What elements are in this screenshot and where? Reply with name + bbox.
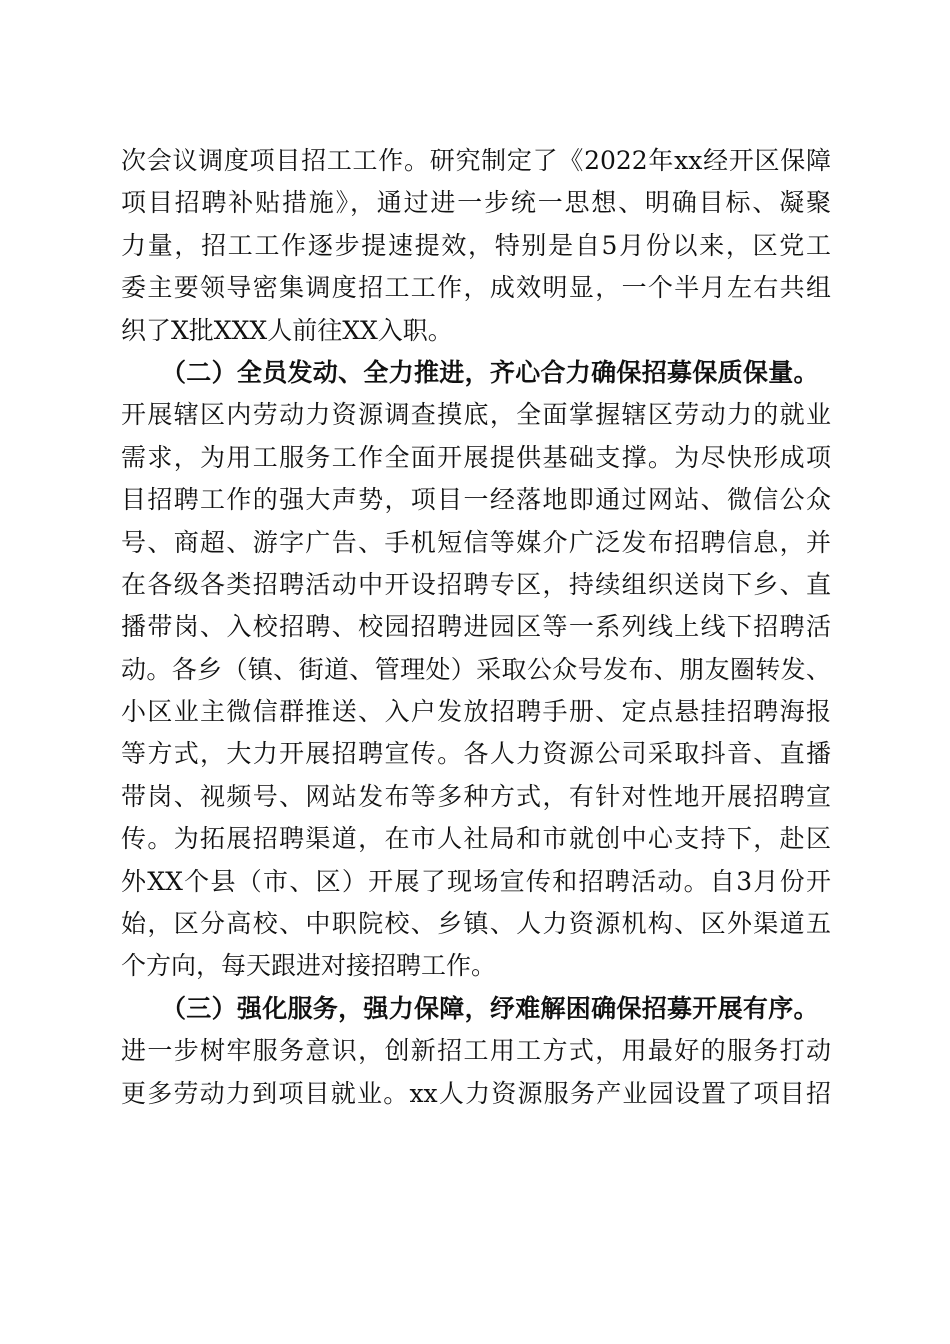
text-line: 织了X批XXX人前往XX入职。 — [121, 315, 453, 345]
text-line: 个方向，每天跟进对接招聘工作。 — [121, 951, 497, 981]
text-line: 等方式，大力开展招聘宣传。各人力资源公司采取抖音、直播 — [121, 739, 831, 769]
text-line: 需求，为用工服务工作全面开展提供基础支撑。为尽快形成项 — [121, 442, 831, 472]
text-line: 开展辖区内劳动力资源调查摸底，全面掌握辖区劳动力的就业 — [121, 400, 831, 430]
section-3 — [121, 988, 831, 1115]
text-line: 力量，招工工作逐步提速提效，特别是自5月份以来，区党工 — [121, 230, 831, 260]
section-2 — [121, 352, 831, 988]
text-line: 进一步树牢服务意识，创新招工用工方式，用最好的服务打动 — [121, 1036, 831, 1066]
text-line: 号、商超、游字广告、手机短信等媒介广泛发布招聘信息，并 — [121, 527, 831, 557]
text-line: 动。各乡（镇、街道、管理处）采取公众号发布、朋友圈转发、 — [121, 654, 831, 684]
text-line: 委主要领导密集调度招工工作，成效明显，一个半月左右共组 — [121, 273, 831, 303]
text-line: 在各级各类招聘活动中开设招聘专区，持续组织送岗下乡、直 — [121, 569, 831, 599]
paragraph-1 — [121, 140, 831, 352]
text-line: 播带岗、入校招聘、校园招聘进园区等一系列线上线下招聘活 — [121, 612, 831, 642]
section-3-heading: （三）强化服务，强力保障，纾难解困确保招募开展有序。 — [161, 993, 819, 1023]
text-line: 更多劳动力到项目就业。xx人力资源服务产业园设置了项目招 — [121, 1078, 831, 1108]
text-line: 目招聘工作的强大声势，项目一经落地即通过网站、微信公众 — [121, 485, 831, 515]
text-line: 带岗、视频号、网站发布等多种方式，有针对性地开展招聘宣 — [121, 781, 831, 811]
text-line: 外XX个县（市、区）开展了现场宣传和招聘活动。自3月份开 — [121, 866, 831, 896]
text-line: 项目招聘补贴措施》，通过进一步统一思想、明确目标、凝聚 — [121, 188, 831, 218]
text-line: 传。为拓展招聘渠道，在市人社局和市就创中心支持下，赴区 — [121, 824, 831, 854]
text-line: 始，区分高校、中职院校、乡镇、人力资源机构、区外渠道五 — [121, 909, 831, 939]
text-line: 小区业主微信群推送、入户发放招聘手册、定点悬挂招聘海报 — [121, 697, 831, 727]
section-2-heading: （二）全员发动、全力推进，齐心合力确保招募保质保量。 — [161, 357, 819, 387]
document-body — [121, 140, 831, 1115]
text-line: 次会议调度项目招工工作。研究制定了《2022年xx经开区保障 — [121, 146, 831, 175]
